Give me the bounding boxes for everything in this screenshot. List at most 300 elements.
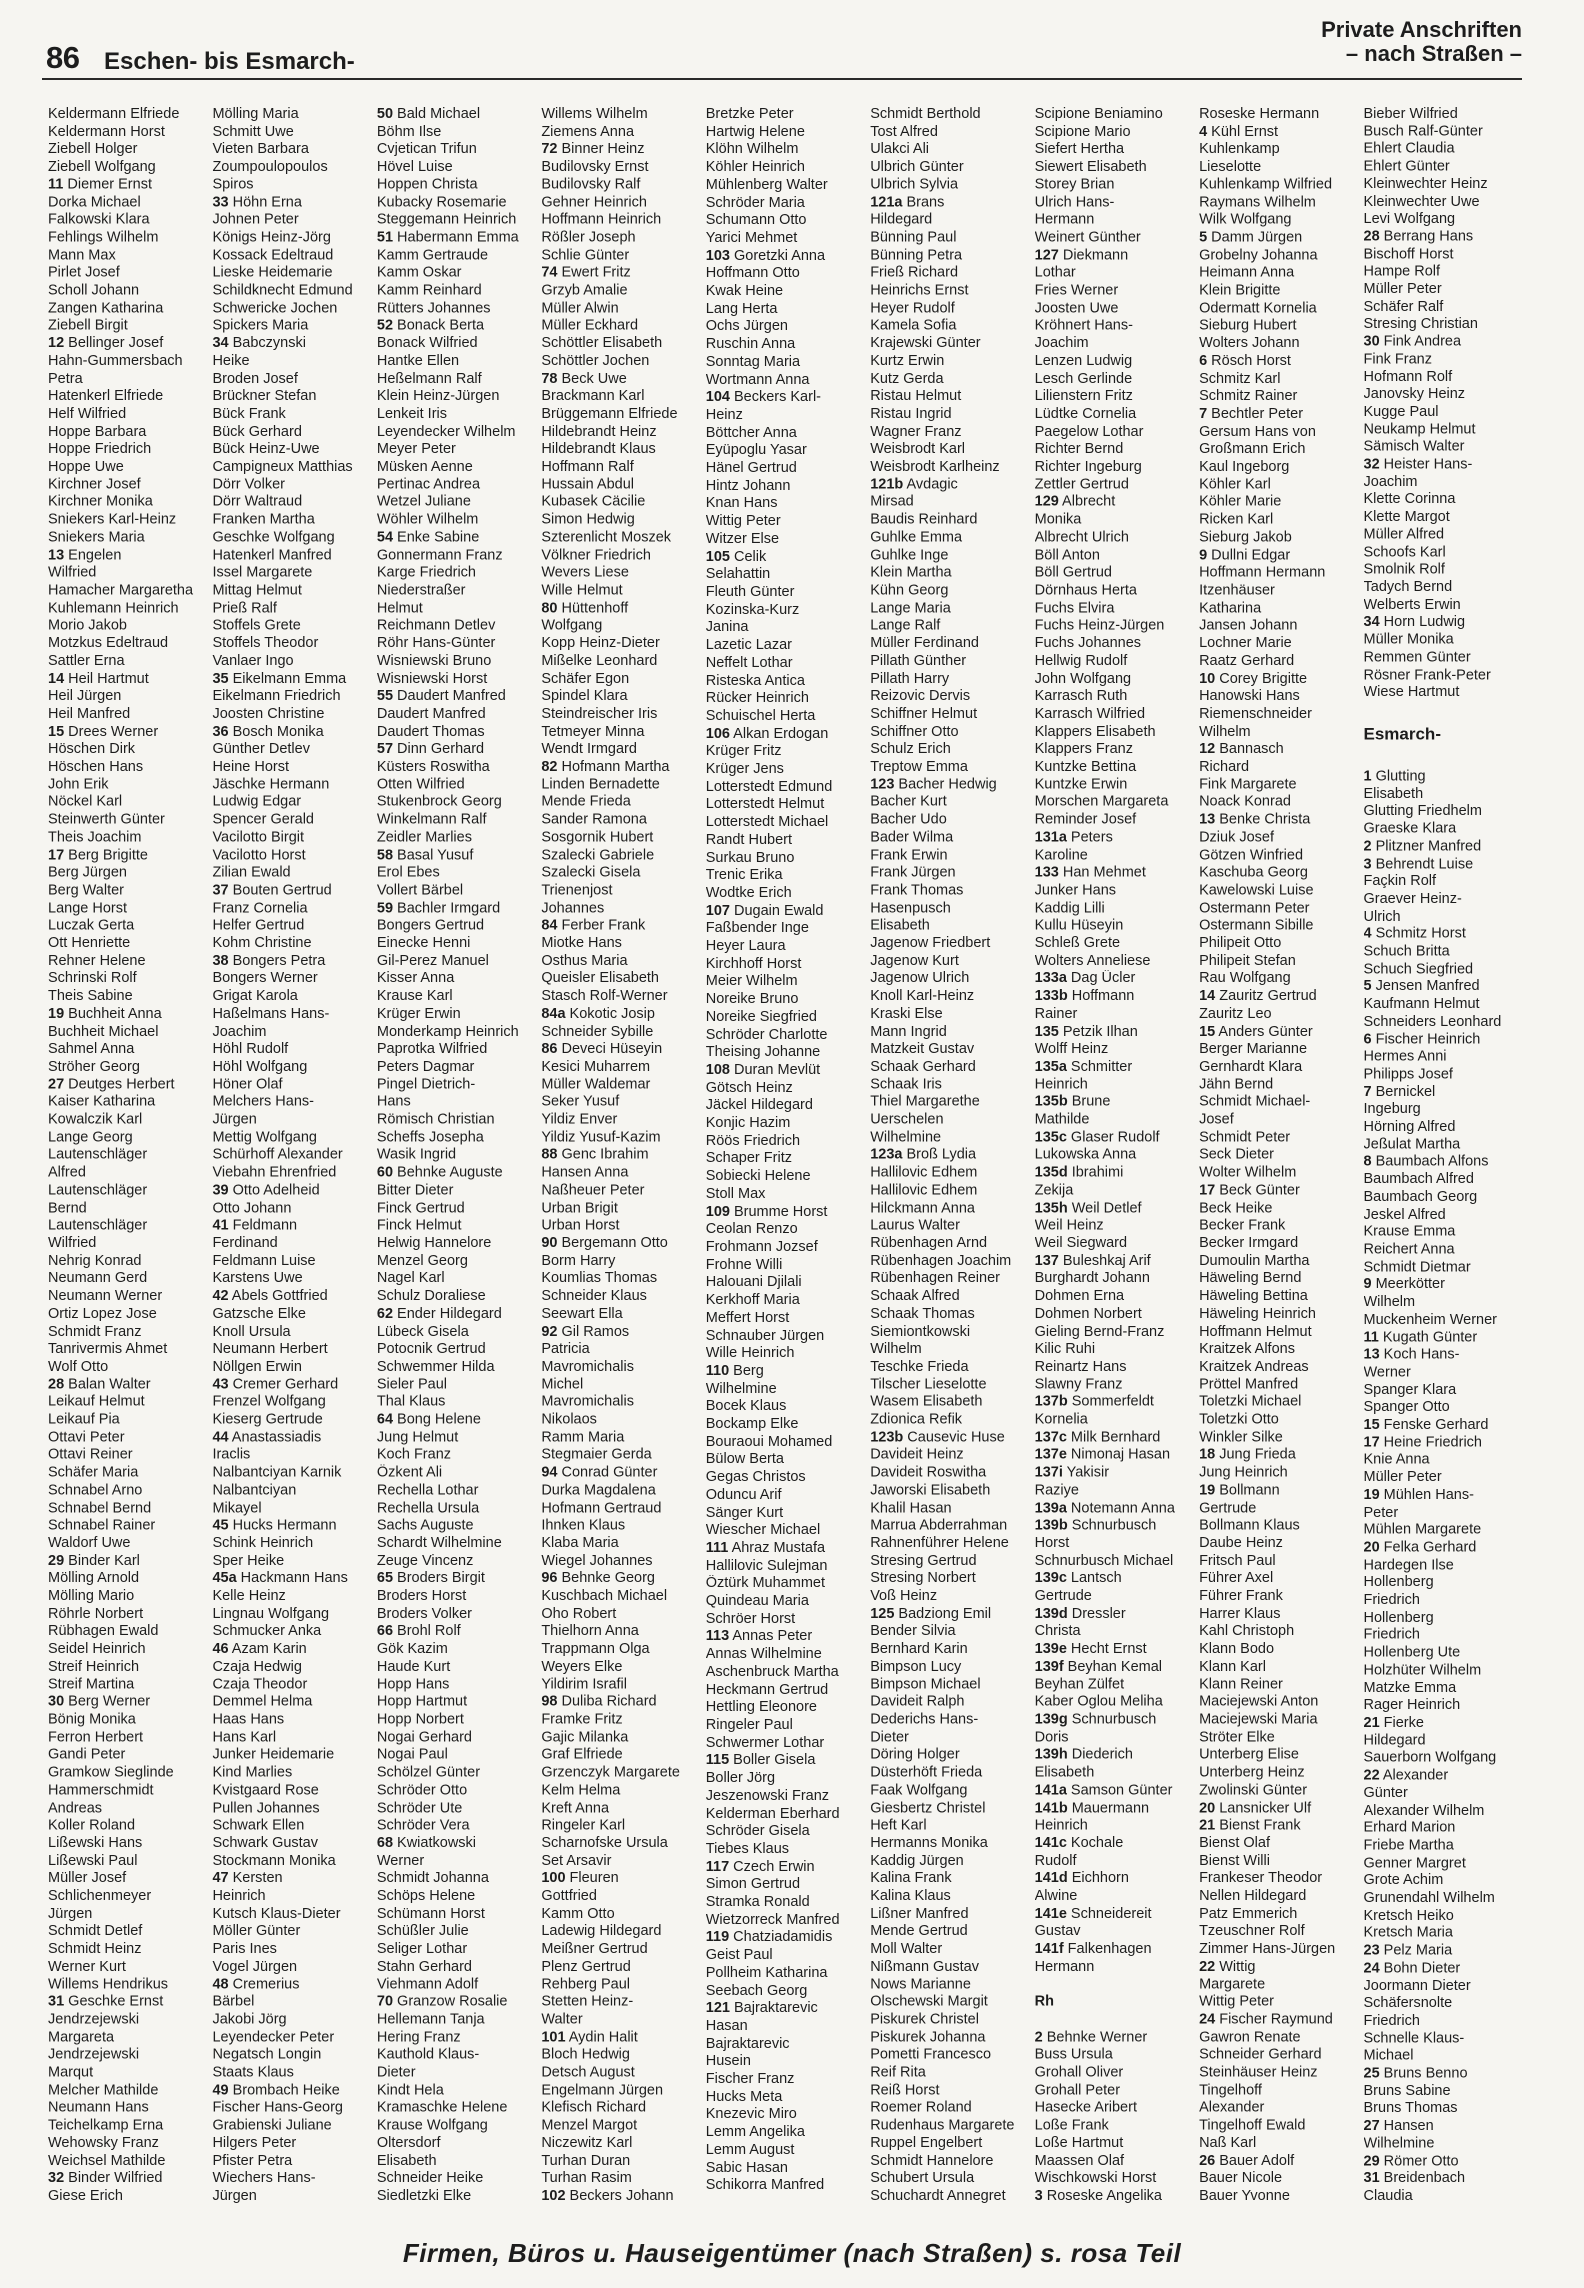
directory-entry: Selahattin bbox=[705, 566, 771, 583]
directory-entry: Zeidler Marlies bbox=[376, 829, 472, 846]
directory-entry: Melchers Hans- bbox=[212, 1094, 314, 1111]
directory-entry: Wolfgang bbox=[541, 617, 603, 634]
directory-entry: Knezevic Miro bbox=[705, 2106, 797, 2123]
directory-entry: 59 Bachler Irmgard bbox=[376, 899, 501, 916]
directory-entry: Wisniewski Horst bbox=[376, 670, 488, 687]
directory-entry: Naßheuer Peter bbox=[541, 1182, 645, 1199]
directory-entry: Schneiders Leonhard bbox=[1363, 1013, 1502, 1030]
directory-entry: Jendrzejewski bbox=[48, 2046, 140, 2063]
directory-entry: Klein Heinz-Jürgen bbox=[376, 388, 500, 405]
directory-entry: Kleinwechter Uwe bbox=[1363, 193, 1480, 210]
directory-entry: 46 Azam Karin bbox=[212, 1641, 307, 1658]
directory-entry: Reif Rita bbox=[870, 2064, 926, 2081]
directory-entry: Bockamp Elke bbox=[705, 1416, 799, 1433]
directory-entry: Friedrich bbox=[1363, 1627, 1420, 1644]
directory-entry: Rübenhagen Reiner bbox=[870, 1270, 1000, 1287]
directory-entry: Klein Martha bbox=[870, 564, 952, 581]
directory-entry: Schäfer Ralf bbox=[1363, 298, 1444, 315]
directory-entry: Müller Peter bbox=[1363, 1469, 1442, 1486]
directory-entry: Haude Kurt bbox=[376, 1658, 451, 1675]
directory-entry: 105 Celik bbox=[705, 548, 767, 565]
directory-entry: Erol Ebes bbox=[376, 864, 440, 881]
directory-entry: 17 Berg Brigitte bbox=[48, 847, 148, 864]
directory-entry: Krüger Jens bbox=[705, 761, 784, 778]
directory-entry: Schuch Britta bbox=[1363, 943, 1450, 960]
directory-entry: 20 Lansnicker Ulf bbox=[1199, 1799, 1312, 1816]
directory-entry: Fries Werner bbox=[1034, 282, 1119, 299]
directory-entry: Lukowska Anna bbox=[1034, 1147, 1137, 1163]
directory-entry: Welberts Erwin bbox=[1363, 596, 1461, 613]
directory-entry: Schäfersnolte bbox=[1363, 1995, 1453, 2012]
directory-entry: Klappers Franz bbox=[1034, 741, 1133, 758]
directory-entry: Gawron Renate bbox=[1199, 2029, 1301, 2046]
directory-entry: 20 Felka Gerhard bbox=[1363, 1539, 1477, 1556]
directory-entry: Khalil Hasan bbox=[870, 1499, 952, 1516]
directory-entry: Einecke Henni bbox=[376, 935, 471, 952]
directory-entry: Unterberg Heinz bbox=[1199, 1764, 1305, 1781]
directory-entry: Wittig Peter bbox=[1199, 1993, 1274, 2010]
directory-entry: Nalbantciyan bbox=[212, 1482, 297, 1499]
directory-entry: Moll Walter bbox=[870, 1941, 943, 1957]
directory-entry: Oltersdorf bbox=[376, 2135, 441, 2152]
directory-entry: Elisabeth bbox=[1363, 785, 1424, 802]
directory-entry: Kuntzke Erwin bbox=[1034, 776, 1128, 793]
directory-entry: 13 Koch Hans- bbox=[1363, 1346, 1460, 1363]
directory-entry: Lemm August bbox=[705, 2141, 795, 2158]
directory-entry: 80 Hüttenhoff bbox=[541, 600, 629, 616]
directory-entry: 6 Fischer Heinrich bbox=[1363, 1031, 1481, 1048]
directory-entry: Odermatt Kornelia bbox=[1199, 300, 1317, 317]
directory-entry: Ruppel Engelbert bbox=[870, 2135, 983, 2152]
directory-entry: Sauerborn Wolfgang bbox=[1363, 1749, 1497, 1766]
directory-entry: Schmitz Karl bbox=[1199, 370, 1281, 387]
directory-entry: 31 Geschke Ernst bbox=[48, 1993, 164, 2010]
directory-entry: Schubert Ursula bbox=[870, 2170, 975, 2187]
directory-entry: Voß Heinz bbox=[870, 1588, 938, 1605]
directory-entry: Küsters Roswitha bbox=[376, 758, 490, 775]
directory-entry: Leikauf Pia bbox=[48, 1411, 120, 1428]
directory-entry: Jäckel Hildegard bbox=[705, 1097, 813, 1114]
directory-entry: Hoppe Barbara bbox=[48, 423, 147, 440]
directory-entry: Bünning Petra bbox=[870, 247, 963, 264]
directory-entry: Röhrle Norbert bbox=[48, 1605, 144, 1622]
directory-entry: Pillath Günther bbox=[870, 652, 967, 669]
directory-entry: Spanger Otto bbox=[1363, 1399, 1450, 1416]
directory-entry: Graeske Klara bbox=[1363, 820, 1457, 837]
directory-entry: Kaber Oglou Meliha bbox=[1034, 1693, 1163, 1710]
directory-entry: Becker Frank bbox=[1199, 1217, 1286, 1234]
directory-entry: Knie Anna bbox=[1363, 1451, 1430, 1468]
directory-entry: Meyer Peter bbox=[376, 441, 456, 458]
directory-entry: Schöttler Jochen bbox=[541, 353, 650, 369]
directory-entry: Bienst Willi bbox=[1199, 1852, 1270, 1869]
directory-entry: Wille Heinrich bbox=[705, 1345, 795, 1362]
directory-entry: Gertrude bbox=[1199, 1499, 1257, 1516]
directory-entry: Dorka Michael bbox=[48, 194, 141, 211]
directory-entry: Klaba Maria bbox=[541, 1535, 619, 1552]
directory-entry: 84a Kokotic Josip bbox=[541, 1005, 655, 1022]
directory-entry: Lübeck Gisela bbox=[376, 1323, 469, 1340]
directory-entry: Marrua Abderrahman bbox=[870, 1517, 1008, 1534]
directory-entry: Bärbel bbox=[212, 1993, 255, 2010]
directory-entry: 70 Granzow Rosalie bbox=[376, 1993, 508, 2010]
directory-entry: Davideit Ralph bbox=[870, 1693, 965, 1710]
directory-entry: 8 Baumbach Alfons bbox=[1363, 1154, 1489, 1170]
directory-entry: Dederichs Hans- bbox=[870, 1711, 979, 1728]
directory-entry: 45 Hucks Hermann bbox=[212, 1517, 337, 1534]
directory-entry: 139h Diederich bbox=[1034, 1746, 1133, 1763]
directory-entry: Raymans Wilhelm bbox=[1199, 194, 1316, 211]
directory-entry: Nöckel Karl bbox=[48, 794, 123, 811]
directory-entry: Mende Frieda bbox=[541, 794, 631, 811]
directory-entry: Buss Ursula bbox=[1034, 2046, 1113, 2063]
directory-entry: Hermanns Monika bbox=[870, 1835, 988, 1852]
directory-entry: 1 Glutting bbox=[1363, 768, 1426, 785]
directory-entry: Wilfried bbox=[48, 564, 97, 581]
directory-entry: Sämisch Walter bbox=[1363, 439, 1465, 455]
directory-entry: Gök Kazim bbox=[376, 1641, 448, 1658]
directory-entry: Lotterstedt Michael bbox=[705, 814, 829, 831]
directory-entry: Mühlenberg Walter bbox=[705, 176, 828, 193]
directory-entry: Steggemann Heinrich bbox=[376, 211, 517, 228]
directory-entry: Grote Achim bbox=[1363, 1872, 1444, 1889]
directory-entry: Becker Irmgard bbox=[1199, 1235, 1299, 1252]
directory-entry: Nows Marianne bbox=[870, 1976, 971, 1993]
directory-entry: Risteska Antica bbox=[705, 672, 805, 689]
directory-entry: Knoll Karl-Heinz bbox=[870, 988, 975, 1005]
directory-entry: Tanrivermis Ahmet bbox=[48, 1341, 168, 1358]
directory-entry: Falkowski Klara bbox=[48, 211, 150, 228]
directory-entry: Stegmaier Gerda bbox=[541, 1446, 652, 1463]
directory-entry: Schneider Heike bbox=[376, 2170, 484, 2187]
directory-entry: Hasan bbox=[705, 2017, 748, 2034]
directory-entry: Hardegen Ilse bbox=[1363, 1557, 1454, 1573]
directory-entry: Schmidt Michael- bbox=[1199, 1094, 1311, 1111]
directory-entry: Dohmen Erna bbox=[1034, 1288, 1125, 1305]
directory-entry: Heimann Anna bbox=[1199, 264, 1295, 281]
directory-entry: Nellen Hildegard bbox=[1199, 1888, 1307, 1905]
directory-entry: Keldermann Horst bbox=[48, 123, 165, 140]
directory-entry: Daube Heinz bbox=[1199, 1535, 1283, 1552]
directory-entry: Ulbrich Günter bbox=[870, 158, 964, 175]
directory-entry: Wolters Johann bbox=[1199, 335, 1300, 352]
directory-entry: Schrinski Rolf bbox=[48, 970, 137, 987]
directory-entry: Viehmann Adolf bbox=[376, 1976, 479, 1993]
directory-entry: Wolter Wilhelm bbox=[1199, 1164, 1297, 1181]
directory-entry: Hildegard bbox=[1363, 1732, 1426, 1749]
directory-entry: 35 Eikelmann Emma bbox=[212, 670, 347, 687]
directory-entry: Sahmel Anna bbox=[48, 1041, 135, 1058]
directory-entry: Kaddig Lilli bbox=[1034, 899, 1105, 916]
directory-entry: Bück Frank bbox=[212, 405, 286, 422]
directory-entry: Lang Herta bbox=[705, 300, 778, 317]
directory-entry: Wilhelm bbox=[1199, 723, 1251, 740]
directory-entry: Müller Waldemar bbox=[541, 1076, 651, 1093]
directory-entry: Davideit Roswitha bbox=[870, 1464, 987, 1481]
directory-entry: Wevers Liese bbox=[541, 564, 629, 581]
directory-entry: Dörr Volker bbox=[212, 476, 285, 493]
directory-entry: Tzeuschner Rolf bbox=[1199, 1923, 1305, 1940]
directory-entry: Tadych Bernd bbox=[1363, 579, 1453, 596]
directory-entry: Hildebrandt Klaus bbox=[541, 441, 656, 458]
directory-entry: Claudia bbox=[1363, 2188, 1413, 2204]
section-title-line1: Private Anschriften bbox=[1321, 17, 1522, 42]
directory-entry: Schulz Erich bbox=[870, 741, 951, 758]
directory-entry: Müller Josef bbox=[48, 1870, 127, 1887]
section-title bbox=[1321, 18, 1522, 66]
directory-entry: Iraclis bbox=[212, 1446, 251, 1463]
directory-entry: 22 Wittig bbox=[1199, 1958, 1256, 1975]
directory-entry: Annas Wilhelmine bbox=[705, 1646, 822, 1663]
directory-entry: 107 Dugain Ewald bbox=[705, 902, 824, 919]
directory-entry: Szalecki Gabriele bbox=[541, 847, 655, 864]
directory-entry: Höschen Dirk bbox=[48, 741, 136, 758]
directory-entry: Fuchs Johannes bbox=[1034, 635, 1142, 652]
directory-entry: 7 Bernickel bbox=[1363, 1083, 1436, 1100]
directory-entry: Menzel Margot bbox=[541, 2117, 638, 2134]
directory-entry: John Erik bbox=[48, 776, 109, 793]
directory-entry: 13 Benke Christa bbox=[1199, 811, 1311, 828]
directory-entry: 2 Behnke Werner bbox=[1034, 2029, 1148, 2046]
directory-entry: Rütters Johannes bbox=[376, 300, 491, 317]
directory-entry: Hatenkerl Manfred bbox=[212, 547, 332, 564]
directory-entry: Heine Horst bbox=[212, 758, 289, 775]
directory-entry: Günther Detlev bbox=[212, 741, 310, 758]
directory-entry: 26 Bauer Adolf bbox=[1199, 2152, 1295, 2169]
directory-entry: Jäschke Hermann bbox=[212, 776, 330, 793]
directory-entry: Konjic Hazim bbox=[705, 1115, 791, 1132]
directory-entry: Müsken Aenne bbox=[376, 458, 473, 475]
directory-entry: Luczak Gerta bbox=[48, 917, 135, 934]
directory-entry: Gegas Christos bbox=[705, 1469, 806, 1486]
directory-entry: Ulbrich Sylvia bbox=[870, 176, 959, 193]
directory-entry: Elisabeth bbox=[1034, 1764, 1095, 1781]
directory-entry: Urban Horst bbox=[541, 1217, 620, 1234]
directory-entry: Koch Franz bbox=[376, 1446, 452, 1463]
directory-entry: Rübenhagen Arnd bbox=[870, 1235, 988, 1252]
directory-entry: Lißner Manfred bbox=[870, 1905, 969, 1922]
directory-entry: Wendt Irmgard bbox=[541, 741, 637, 758]
directory-entry: Seliger Lothar bbox=[376, 1941, 468, 1957]
directory-entry: Mißelke Leonhard bbox=[541, 652, 658, 669]
directory-entry: Schnauber Jürgen bbox=[705, 1327, 825, 1344]
directory-entry: Frohne Willi bbox=[705, 1256, 783, 1273]
directory-entry: Sattler Erna bbox=[48, 652, 125, 669]
directory-entry: Daudert Thomas bbox=[376, 723, 485, 740]
directory-entry: Weichsel Mathilde bbox=[48, 2152, 166, 2169]
directory-entry: Franz Cornelia bbox=[212, 899, 308, 916]
directory-entry: Schiffner Helmut bbox=[870, 705, 978, 722]
directory-entry: 121 Bajraktarevic bbox=[705, 2000, 818, 2017]
directory-entry: Szalecki Gisela bbox=[541, 864, 641, 881]
directory-entry: Fleuth Günter bbox=[705, 583, 795, 600]
directory-entry: Mühlen Margarete bbox=[1363, 1522, 1482, 1538]
directory-entry: Schuchardt Annegret bbox=[870, 2188, 1006, 2204]
directory-entry: Hanowski Hans bbox=[1199, 688, 1300, 705]
directory-entry: Hallilovic Edhem bbox=[870, 1164, 978, 1181]
directory-entry: Tost Alfred bbox=[870, 123, 938, 140]
directory-entry: Leyendecker Wilhelm bbox=[376, 423, 516, 440]
directory-entry: Rehberg Paul bbox=[541, 1976, 630, 1993]
directory-entry: Christa bbox=[1034, 1623, 1081, 1640]
directory-entry: Meißner Gertrud bbox=[541, 1941, 648, 1957]
directory-entry: Faak Wolfgang bbox=[870, 1782, 968, 1799]
directory-entry: Hoppe Friedrich bbox=[48, 441, 152, 458]
directory-entry: Piskurek Johanna bbox=[870, 2029, 986, 2046]
directory-entry: Waldorf Uwe bbox=[48, 1535, 131, 1552]
directory-entry: 98 Duliba Richard bbox=[541, 1693, 657, 1710]
directory-entry: Sieburg Jakob bbox=[1199, 529, 1292, 546]
directory-entry: Pillath Harry bbox=[870, 670, 950, 687]
directory-entry: Bretzke Peter bbox=[705, 106, 794, 122]
directory-entry: Bernd bbox=[48, 1199, 87, 1216]
directory-entry: Gatzsche Elke bbox=[212, 1305, 306, 1322]
directory-entry: Häweling Bettina bbox=[1199, 1288, 1308, 1305]
directory-entry: Oho Robert bbox=[541, 1605, 617, 1622]
directory-entry: Winkelmann Ralf bbox=[376, 811, 487, 828]
directory-entry: 19 Buchheit Anna bbox=[48, 1005, 162, 1022]
directory-entry: Frohmann Jozsef bbox=[705, 1239, 818, 1255]
directory-entry: 133 Han Mehmet bbox=[1034, 864, 1146, 881]
directory-entry: Rechella Ursula bbox=[376, 1499, 480, 1516]
directory-entry: Kalina Frank bbox=[870, 1870, 952, 1887]
directory-entry: Wöhler Wilhelm bbox=[376, 511, 479, 528]
directory-entry: Hilckmann Anna bbox=[870, 1199, 975, 1216]
directory-entry: Mölling Arnold bbox=[48, 1570, 140, 1587]
directory-entry: Willems Wilhelm bbox=[541, 106, 648, 122]
directory-entry: 44 Anastassiadis bbox=[212, 1429, 322, 1446]
directory-entry: Krüger Erwin bbox=[376, 1005, 461, 1022]
directory-entry: Günter bbox=[1363, 1785, 1408, 1801]
directory-entry: Jansen Johann bbox=[1199, 617, 1298, 634]
directory-entry: Kuhlemann Heinrich bbox=[48, 600, 179, 616]
directory-entry: 10 Corey Brigitte bbox=[1199, 670, 1308, 687]
directory-entry: Rager Heinrich bbox=[1363, 1697, 1461, 1714]
directory-entry: Wetzel Juliane bbox=[376, 494, 471, 511]
directory-entry: Walter bbox=[541, 2011, 583, 2028]
directory-entry: Mann Ingrid bbox=[870, 1023, 947, 1040]
directory-entry: Lautenschläger bbox=[48, 1217, 148, 1234]
directory-entry: Frank Jürgen bbox=[870, 864, 956, 881]
directory-entry: Durka Magdalena bbox=[541, 1482, 656, 1499]
directory-entry: Bouraoui Mohamed bbox=[705, 1433, 833, 1450]
directory-entry: Grohall Peter bbox=[1034, 2082, 1121, 2099]
directory-entry: Döring Holger bbox=[870, 1746, 960, 1763]
directory-entry: Gehner Heinrich bbox=[541, 194, 647, 211]
directory-entry: Heinrichs Ernst bbox=[870, 282, 969, 299]
directory-entry: Kirchner Monika bbox=[48, 494, 153, 511]
directory-entry: Tilscher Lieselotte bbox=[870, 1376, 987, 1393]
directory-entry: Mavromichalis bbox=[541, 1394, 634, 1410]
directory-entry: Sniekers Maria bbox=[48, 529, 145, 546]
directory-entry: Andreas bbox=[48, 1799, 103, 1816]
directory-entry: 9 Dullni Edgar bbox=[1199, 547, 1291, 564]
directory-entry: 11 Kugath Günter bbox=[1363, 1329, 1478, 1346]
directory-entry: Slawny Franz bbox=[1034, 1376, 1123, 1393]
directory-entry: Ceolan Renzo bbox=[705, 1221, 798, 1238]
directory-entry: Berg Jürgen bbox=[48, 864, 127, 881]
directory-entry: 139b Schnurbusch bbox=[1034, 1517, 1157, 1534]
directory-entry: 135d Ibrahimi bbox=[1034, 1164, 1124, 1181]
directory-entry: Sabic Hasan bbox=[705, 2159, 788, 2176]
directory-entry: 36 Bosch Monika bbox=[212, 723, 324, 740]
directory-entry: Wietzorreck Manfred bbox=[705, 1911, 840, 1928]
directory-entry: Zangen Katharina bbox=[48, 300, 164, 317]
directory-entry: Nogai Gerhard bbox=[376, 1729, 472, 1746]
directory-entry: Morio Jakob bbox=[48, 617, 127, 634]
directory-entry: Schnurbusch Michael bbox=[1034, 1552, 1174, 1569]
directory-entry: Lazetic Lazar bbox=[705, 637, 792, 654]
directory-entry: 111 Ahraz Mustafa bbox=[705, 1539, 826, 1556]
directory-entry: Völkner Friedrich bbox=[541, 547, 651, 564]
directory-entry: Maciejewski Anton bbox=[1199, 1693, 1319, 1710]
directory-entry: Schmidt Detlef bbox=[48, 1923, 143, 1940]
directory-entry: 109 Brumme Horst bbox=[705, 1203, 828, 1220]
directory-entry: Bongers Werner bbox=[212, 970, 318, 987]
directory-entry: Wasik Ingrid bbox=[376, 1147, 457, 1163]
directory-entry: Jaworski Elisabeth bbox=[870, 1482, 991, 1499]
directory-entry: Müller Monika bbox=[1363, 631, 1454, 648]
directory-entry: Ziebell Holger bbox=[48, 141, 138, 158]
directory-entry: Hilgers Peter bbox=[212, 2135, 297, 2152]
directory-entry: Hopp Hartmut bbox=[376, 1693, 468, 1710]
directory-entry: Schröder Ute bbox=[376, 1799, 463, 1816]
directory-entry: Klefisch Richard bbox=[541, 2099, 647, 2116]
directory-entry: 137i Yakisir bbox=[1034, 1464, 1110, 1481]
directory-entry: Weisbrodt Karlheinz bbox=[870, 458, 1000, 475]
directory-entry: 34 Horn Ludwig bbox=[1363, 614, 1466, 631]
directory-entry: 4 Schmitz Horst bbox=[1363, 926, 1466, 942]
directory-entry: Campigneux Matthias bbox=[212, 458, 353, 475]
directory-entry: Klann Reiner bbox=[1199, 1676, 1283, 1693]
directory-entry: Ingeburg bbox=[1363, 1101, 1421, 1118]
directory-entry: Lingnau Wolfgang bbox=[212, 1605, 330, 1622]
directory-entry: Heft Karl bbox=[870, 1817, 927, 1834]
directory-entry: Hopp Hans bbox=[376, 1676, 450, 1693]
directory-entry: 86 Deveci Hüseyin bbox=[541, 1041, 663, 1058]
directory-entry: Storey Brian bbox=[1034, 176, 1115, 193]
directory-entry: Meier Wilhelm bbox=[705, 973, 798, 990]
directory-entry: Kaddig Jürgen bbox=[870, 1852, 964, 1869]
directory-entry: Schöps Helene bbox=[376, 1888, 476, 1905]
directory-entry: Niederstraßer bbox=[376, 582, 466, 599]
directory-entry: Stoffels Theodor bbox=[212, 635, 319, 652]
directory-entry: 125 Badziong Emil bbox=[870, 1605, 992, 1622]
directory-entry: 141b Mauermann bbox=[1034, 1799, 1150, 1816]
directory-entry: Schnabel Arno bbox=[48, 1482, 143, 1499]
directory-entry: Reizovic Dervis bbox=[870, 688, 971, 705]
directory-entry: Hussain Abdul bbox=[541, 476, 635, 493]
directory-entry: Horst bbox=[1034, 1535, 1070, 1552]
directory-entry: Neumann Herbert bbox=[212, 1341, 328, 1358]
directory-entry: Thielhorn Anna bbox=[541, 1623, 639, 1640]
directory-entry: 14 Zauritz Gertrud bbox=[1199, 988, 1317, 1005]
directory-entry: Paris Ines bbox=[212, 1941, 277, 1957]
directory-entry: Kamela Sofia bbox=[870, 317, 957, 334]
directory-entry: Maciejewski Maria bbox=[1199, 1711, 1318, 1728]
directory-entry: Ottavi Reiner bbox=[48, 1446, 133, 1463]
directory-entry: Schildknecht Edmund bbox=[212, 282, 353, 299]
directory-entry: 133a Dag Ücler bbox=[1034, 970, 1136, 987]
directory-entry: Lotterstedt Edmund bbox=[705, 778, 833, 795]
directory-entry: Ulakci Ali bbox=[870, 141, 930, 158]
directory-entry: Alexander bbox=[1199, 2099, 1265, 2116]
directory-entry: Müller Alfred bbox=[1363, 526, 1445, 543]
directory-entry: Höhl Wolfgang bbox=[212, 1058, 308, 1075]
directory-entry: Hallilovic Edhem bbox=[870, 1182, 978, 1199]
directory-entry: Ott Henriette bbox=[48, 935, 131, 952]
directory-entry: Stockmann Monika bbox=[212, 1852, 336, 1869]
